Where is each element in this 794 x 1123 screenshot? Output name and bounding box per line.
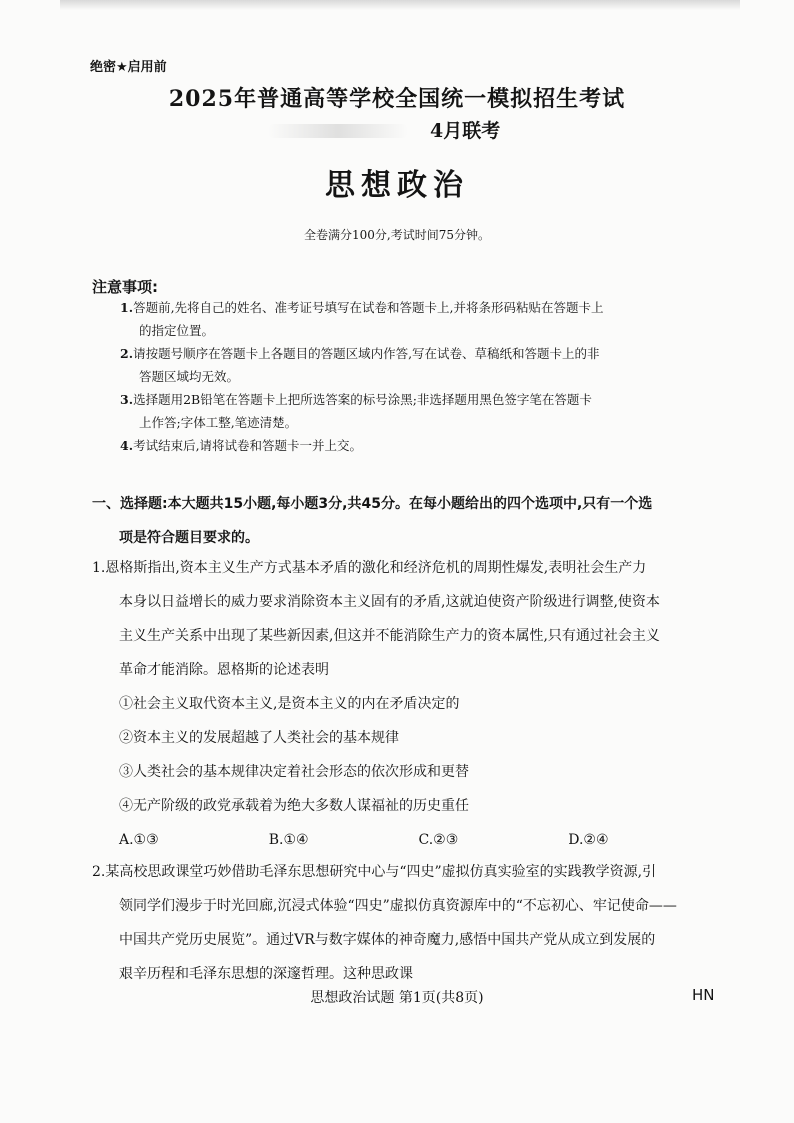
answer-choices <box>92 823 718 857</box>
statement-option: ③人类社会的基本规律决定着社会形态的依次形成和更替 <box>119 764 469 780</box>
choice-d: D.②④ <box>568 832 609 848</box>
choice-b: B.①④ <box>268 832 309 848</box>
note-number: 3. <box>120 392 134 407</box>
question-stem-line: 艰辛历程和毛泽东思想的深邃哲理。这种思政课 <box>119 966 413 982</box>
statement-option: ②资本主义的发展超越了人类社会的基本规律 <box>119 730 399 746</box>
statement-option: ④无产阶级的政党承载着为绝大多数人谋福祉的历史重任 <box>119 798 469 814</box>
note-number: 2. <box>120 346 134 361</box>
question-stem-line: 1.恩格斯指出,资本主义生产方式基本矛盾的激化和经济危机的周期性爆发,表明社会生产力 <box>92 560 647 576</box>
score-info: 全卷满分100分,考试时间75分钟。 <box>304 228 490 242</box>
scan-smudge <box>60 0 740 10</box>
exam-title: 2025年普通高等学校全国统一模拟招生考试 <box>168 86 626 112</box>
note-item <box>120 388 720 434</box>
note-item <box>120 296 720 342</box>
note-number: 4. <box>120 438 134 453</box>
question-1 <box>92 551 718 857</box>
notes-list <box>120 296 720 457</box>
question-stem-line: 主义生产关系中出现了某些新因素,但这并不能消除生产力的资本属性,只有通过社会主义 <box>119 628 660 644</box>
section-heading <box>92 487 710 555</box>
subject-title: 思想政治 <box>325 168 469 203</box>
statement-option: ①社会主义取代资本主义,是资本主义的内在矛盾决定的 <box>119 696 460 712</box>
page-footer: 思想政治试题 第1页(共8页) <box>310 990 484 1006</box>
question-stem-line: 本身以日益增长的威力要求消除资本主义固有的矛盾,这就迫使资产阶级进行调整,使资本 <box>119 594 660 610</box>
section-line-cont: 项是符合题目要求的。 <box>119 530 259 546</box>
choice-a: A.①③ <box>119 832 159 848</box>
notes-heading: 注意事项: <box>92 278 158 296</box>
note-text: 答题前,先将自己的姓名、准考证号填写在试卷和答题卡上,并将条形码粘贴在答题卡上 <box>133 300 604 315</box>
note-number: 1. <box>120 300 134 315</box>
question-stem-line: 2.某高校思政课堂巧妙借助毛泽东思想研究中心与“四史”虚拟仿真实验室的实践教学资源,引 <box>92 864 657 880</box>
note-item <box>120 342 720 388</box>
note-item <box>120 434 720 457</box>
note-text-cont: 答题区域均无效。 <box>139 369 240 384</box>
region-code: HN <box>692 986 715 1004</box>
secret-mark: 绝密★启用前 <box>90 60 167 75</box>
note-text-cont: 上作答;字体工整,笔迹清楚。 <box>139 415 298 430</box>
note-text: 选择题用2B铅笔在答题卡上把所选答案的标号涂黑;非选择题用黑色签字笔在答题卡 <box>133 392 592 407</box>
question-stem-line: 革命才能消除。恩格斯的论述表明 <box>119 662 329 678</box>
note-text: 请按题号顺序在答题卡上各题目的答题区域内作答,写在试卷、草稿纸和答题卡上的非 <box>133 346 600 361</box>
section-line: 一、选择题:本大题共15小题,每小题3分,共45分。在每小题给出的四个选项中,只有一个选 <box>92 496 653 512</box>
redacted-mark <box>268 124 408 138</box>
question-2 <box>92 855 718 991</box>
question-stem-line: 中国共产党历史展览”。通过VR与数字媒体的神奇魔力,感悟中国共产党从成立到发展的 <box>119 932 656 948</box>
note-text: 考试结束后,请将试卷和答题卡一并上交。 <box>133 438 363 453</box>
note-text-cont: 的指定位置。 <box>139 323 215 338</box>
exam-subtitle: 4月联考 <box>430 120 501 142</box>
question-stem-line: 领同学们漫步于时光回廊,沉浸式体验“四史”虚拟仿真资源库中的“不忘初心、牢记使命—— <box>119 898 677 914</box>
choice-c: C.②③ <box>418 832 459 848</box>
